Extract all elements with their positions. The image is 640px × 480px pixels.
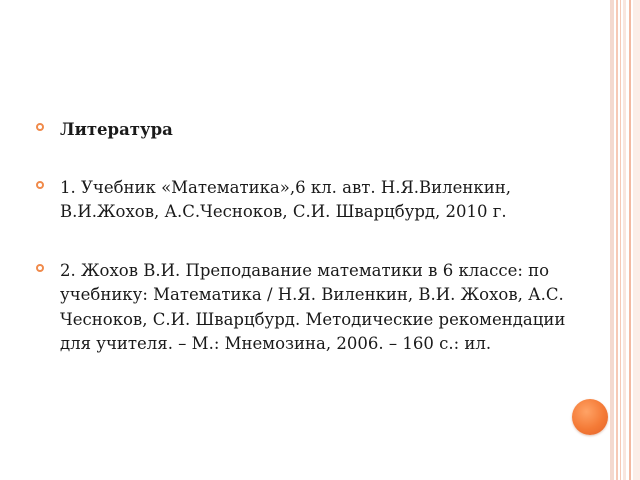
bullet-icon xyxy=(36,123,44,131)
bullet-icon xyxy=(36,264,44,272)
border-stripe xyxy=(616,0,618,480)
reference-text: 2. Жохов В.И. Преподавание математики в 6 классе: по учебнику: Математика / Н.Я. Виленкин, В.И. Жохов, А.С. Чесноков, С.И. Шварцбурд. Методические рекомендации для учителя. – М.: Мнемозина, 2006. – 160 с.: ил. xyxy=(60,260,566,353)
border-stripe xyxy=(633,0,640,480)
border-stripe xyxy=(629,0,631,480)
bullet-list xyxy=(36,118,566,357)
section-heading: Литература xyxy=(60,120,173,139)
list-item-reference-2 xyxy=(36,259,566,357)
border-stripe xyxy=(623,0,626,480)
decorative-circle-icon xyxy=(572,399,608,435)
border-stripe xyxy=(620,0,621,480)
list-item-heading xyxy=(36,118,566,143)
border-stripe xyxy=(610,0,614,480)
list-item-reference-1 xyxy=(36,176,566,225)
bullet-icon xyxy=(36,181,44,189)
reference-text: 1. Учебник «Математика»,6 кл. авт. Н.Я.Виленкин, В.И.Жохов, А.С.Чесноков, С.И. Шварцбурд, 2010 г. xyxy=(60,177,511,221)
